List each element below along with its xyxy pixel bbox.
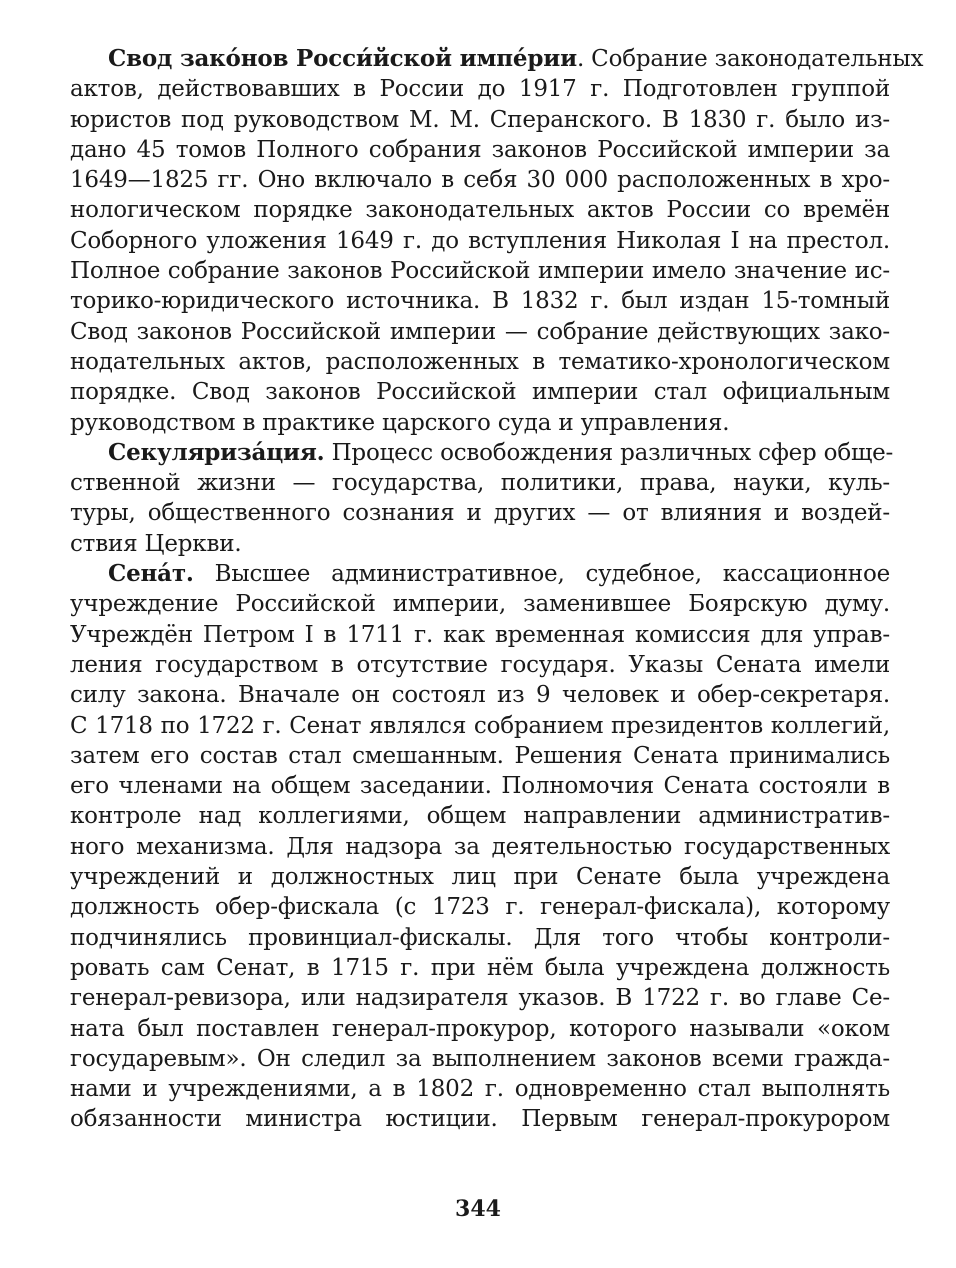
text-line: его членами на общем заседании. Полномочия Сената состояли в (70, 773, 890, 800)
text-line: контроле над коллегиями, общем направлении административ- (70, 803, 890, 830)
text-line: дано 45 томов Полного собрания законов Российской империи за (70, 136, 890, 163)
text-line: торико-юридического источника. В 1832 г. был издан 15-томный (70, 288, 890, 315)
text-line: Свод зако́нов Росси́йской импе́рии. Собрание законодательных (108, 45, 924, 72)
text-line: нами и учреждениями, а в 1802 г. одновременно стал выполнять (70, 1076, 890, 1103)
text-column (70, 44, 924, 1135)
text-line: подчинялись провинциал-фискалы. Для того чтобы контроли- (70, 924, 890, 951)
entry-term: Свод зако́нов Росси́йской импе́рии (108, 45, 577, 72)
text-line: порядке. Свод законов Российской империи стал официальным (70, 379, 890, 406)
text-line: ления государством в отсутствие государя. Указы Сената имели (70, 651, 890, 678)
text-line: ровать сам Сенат, в 1715 г. при нём была учреждена должность (70, 954, 890, 981)
text-line: ната был поставлен генерал-прокурор, которого называли «оком (70, 1015, 890, 1042)
text-line: 1649—1825 гг. Оно включало в себя 30 000 расположенных в хро- (70, 167, 890, 194)
text-line: С 1718 по 1722 г. Сенат являлся собранием президентов коллегий, (70, 712, 890, 739)
text-line: ного механизма. Для надзора за деятельностью государственных (70, 833, 890, 860)
text-line: руководством в практике царского суда и управления. (70, 409, 730, 436)
text-line: актов, действовавших в России до 1917 г. Подготовлен группой (70, 76, 890, 103)
text-line: должность обер-фискала (с 1723 г. генерал-фискала), которому (70, 894, 890, 921)
entry-term: Секуляриза́ция. (108, 438, 325, 466)
page-number: 344 (455, 1196, 501, 1222)
entry-sekulyarizatsiya (70, 438, 894, 559)
text-line: Секуляриза́ция. Процесс освобождения различных сфер обще- (108, 438, 894, 466)
text-line: юристов под руководством М. М. Сперанского. В 1830 г. было из- (70, 106, 890, 133)
text-line: ственной жизни — государства, политики, права, науки, куль- (70, 470, 890, 497)
text-line: Сена́т. Высшее административное, судебное, кассационное (108, 560, 890, 588)
text-line: силу закона. Вначале он состоял из 9 человек и обер-секретаря. (70, 682, 890, 709)
text-line: нодательных актов, расположенных в тематико-хронологическом (70, 348, 890, 375)
text-line: учреждений и должностных лиц при Сенате была учреждена (70, 864, 890, 891)
text-line: Свод законов Российской империи — собрание действующих зако- (70, 318, 890, 345)
text-line: нологическом порядке законодательных актов России со времён (70, 197, 890, 224)
text-line: туры, общественного сознания и других — от влияния и воздей- (70, 500, 890, 527)
entry-term: Сена́т. (108, 560, 194, 588)
text-line: ствия Церкви. (70, 530, 242, 557)
text-line: генерал-ревизора, или надзирателя указов. В 1722 г. во главе Се- (70, 985, 890, 1012)
entry-senat (70, 559, 890, 1135)
text-line: учреждение Российской империи, заменившее Боярскую думу. (70, 591, 890, 618)
text-line: обязанности министра юстиции. Первым генерал-прокурором (70, 1106, 890, 1133)
text-line: Полное собрание законов Российской империи имело значение ис- (70, 258, 890, 285)
entry-svod-zakonov (70, 44, 924, 438)
text-line: Учреждён Петром I в 1711 г. как временная комиссия для управ- (70, 621, 890, 648)
text-line: затем его состав стал смешанным. Решения Сената принимались (70, 742, 890, 769)
text-line: государевым». Он следил за выполнением законов всеми гражда- (70, 1045, 890, 1072)
text-line: Соборного уложения 1649 г. до вступления Николая I на престол. (70, 227, 890, 254)
